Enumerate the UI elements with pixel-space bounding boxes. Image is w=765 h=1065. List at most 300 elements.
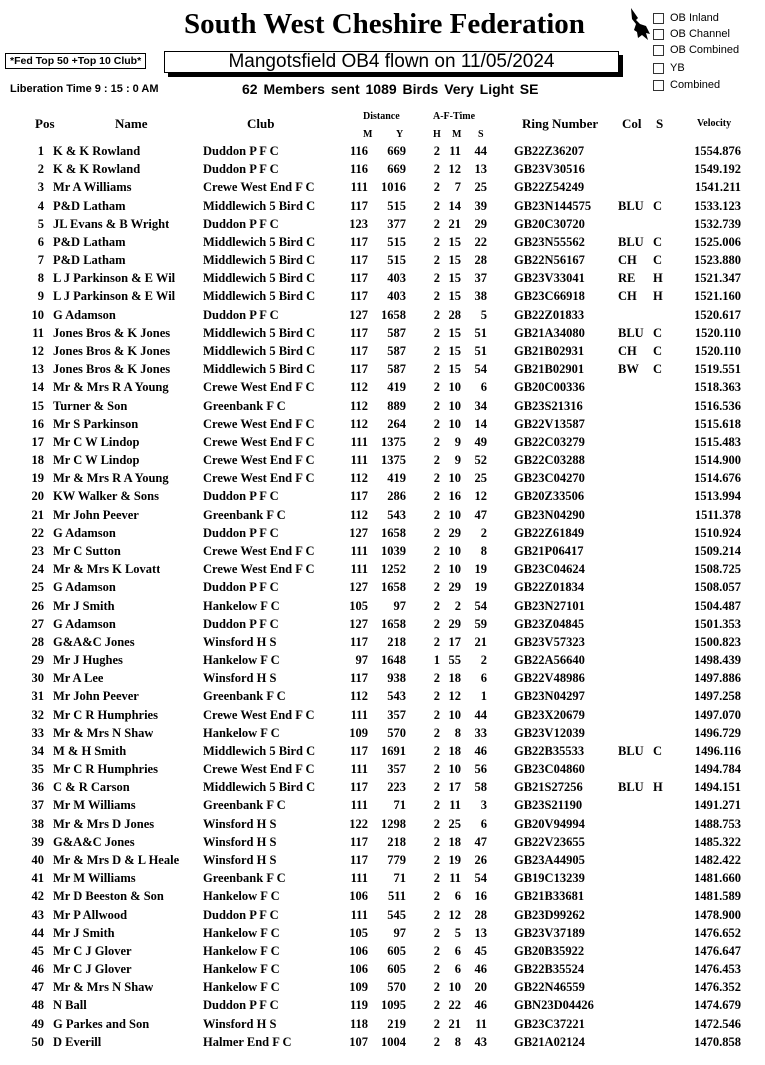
fancier-name: C & R Carson [53, 780, 130, 795]
time-hours: 2 [433, 943, 440, 958]
distance-yards: 1039 [381, 543, 406, 558]
time-hours: 2 [433, 725, 440, 740]
position: 18 [31, 453, 44, 468]
position: 15 [31, 398, 44, 413]
club-name: Hankelow F C [203, 653, 280, 668]
time-minutes: 10 [448, 980, 461, 995]
time-seconds: 44 [474, 144, 487, 158]
velocity: 1474.679 [694, 998, 741, 1013]
fancier-name: Jones Bros & K Jones [53, 325, 171, 340]
distance-yards: 669 [387, 162, 406, 177]
distance-miles: 123 [349, 216, 368, 231]
checkbox-box[interactable] [653, 63, 664, 74]
distance-yards: 97 [393, 598, 406, 613]
position: 26 [31, 598, 44, 613]
time-minutes: 19 [448, 853, 461, 868]
time-minutes: 11 [449, 144, 461, 158]
table-row [0, 635, 765, 653]
distance-yards: 419 [387, 380, 406, 395]
distance-yards: 1095 [381, 998, 406, 1013]
velocity: 1501.353 [694, 616, 741, 631]
time-minutes: 8 [454, 1034, 461, 1049]
ring-number: GB23C37221 [514, 1016, 585, 1031]
ring-number: GB23S21316 [514, 398, 583, 413]
time-minutes: 6 [454, 943, 461, 958]
time-minutes: 21 [448, 216, 461, 231]
col-header-minutes: M [452, 129, 462, 140]
distance-yards: 1252 [381, 562, 406, 577]
table-row [0, 399, 765, 417]
fancier-name: Mr & Mrs N Shaw [53, 980, 154, 995]
distance-yards: 419 [387, 471, 406, 486]
position: 19 [31, 471, 44, 486]
fancier-name: Mr John Peever [53, 507, 139, 522]
table-row [0, 199, 765, 217]
distance-yards: 357 [387, 762, 406, 777]
velocity: 1533.123 [694, 198, 741, 213]
ring-number: GB23A44905 [514, 853, 585, 868]
time-seconds: 26 [474, 853, 487, 868]
distance-miles: 111 [350, 543, 368, 558]
club-name: Middlewich 5 Bird C [203, 743, 316, 758]
position: 33 [31, 725, 44, 740]
ring-number: GB21B33681 [514, 889, 585, 904]
distance-yards: 938 [387, 671, 406, 686]
ring-number: GB22Z61849 [514, 525, 585, 540]
fancier-name: G&A&C Jones [53, 834, 135, 849]
time-hours: 2 [433, 525, 440, 540]
time-minutes: 16 [448, 489, 461, 504]
checkbox-ob-channel[interactable] [653, 26, 730, 42]
time-seconds: 38 [474, 289, 487, 304]
time-seconds: 20 [474, 980, 487, 995]
distance-miles: 127 [349, 525, 368, 540]
time-seconds: 51 [474, 325, 487, 340]
velocity: 1478.900 [694, 907, 741, 922]
club-name: Duddon P F C [203, 307, 279, 322]
time-seconds: 44 [474, 707, 487, 722]
time-hours: 2 [433, 434, 440, 449]
time-minutes: 55 [448, 653, 461, 668]
table-row [0, 744, 765, 762]
distance-miles: 127 [349, 307, 368, 322]
ring-number: GB22Z36207 [514, 144, 585, 158]
club-name: Duddon P F C [203, 162, 279, 177]
table-row [0, 726, 765, 744]
time-minutes: 9 [454, 453, 461, 468]
bird-sex: C [653, 253, 663, 268]
bird-sex: C [653, 743, 663, 758]
time-hours: 2 [433, 471, 440, 486]
position: 49 [31, 1016, 44, 1031]
time-minutes: 14 [448, 198, 461, 213]
time-seconds: 51 [474, 343, 487, 358]
club-name: Winsford H S [203, 634, 277, 649]
time-minutes: 29 [448, 616, 461, 631]
time-hours: 1 [433, 653, 440, 668]
ring-number: GB23N04290 [514, 507, 585, 522]
distance-yards: 1375 [381, 453, 406, 468]
checkbox-box[interactable] [653, 45, 664, 56]
ring-number: GB22Z01833 [514, 307, 585, 322]
fancier-name: Mr & Mrs K Lovatt [53, 562, 161, 577]
table-row [0, 853, 765, 871]
distance-miles: 112 [349, 471, 368, 486]
col-header-aft: A-F-Time [433, 111, 476, 122]
col-header-yards: Y [396, 129, 404, 140]
velocity: 1515.483 [694, 434, 741, 449]
distance-yards: 515 [387, 198, 406, 213]
table-row [0, 835, 765, 853]
time-hours: 2 [433, 962, 440, 977]
velocity: 1519.551 [694, 362, 741, 377]
club-name: Middlewich 5 Bird C [203, 780, 316, 795]
time-minutes: 2 [454, 598, 461, 613]
club-name: Greenbank F C [203, 398, 286, 413]
distance-miles: 117 [349, 343, 368, 358]
checkbox-box[interactable] [653, 80, 664, 91]
fed-top-badge: *Fed Top 50 +Top 10 Club* [5, 53, 146, 69]
position: 28 [31, 634, 44, 649]
position: 12 [31, 343, 44, 358]
distance-yards: 218 [387, 634, 406, 649]
club-name: Hankelow F C [203, 962, 280, 977]
distance-miles: 112 [349, 507, 368, 522]
club-name: Crewe West End F C [203, 543, 315, 558]
time-hours: 2 [433, 453, 440, 468]
ring-number: GB20Z33506 [514, 489, 585, 504]
distance-yards: 403 [387, 289, 406, 304]
distance-miles: 117 [349, 489, 368, 504]
checkbox-ob-inland[interactable] [653, 10, 719, 26]
table-row [0, 671, 765, 689]
time-minutes: 5 [454, 925, 461, 940]
bird-sex: C [653, 343, 663, 358]
position: 37 [31, 798, 44, 813]
distance-miles: 112 [349, 380, 368, 395]
time-hours: 2 [433, 853, 440, 868]
time-minutes: 18 [448, 671, 461, 686]
time-hours: 2 [433, 1016, 440, 1031]
distance-yards: 1648 [381, 653, 406, 668]
distance-miles: 111 [350, 762, 368, 777]
club-name: Winsford H S [203, 816, 277, 831]
time-minutes: 29 [448, 580, 461, 595]
time-hours: 2 [433, 616, 440, 631]
distance-yards: 543 [387, 507, 406, 522]
velocity: 1481.589 [694, 889, 741, 904]
fancier-name: Mr C W Lindop [53, 434, 140, 449]
time-minutes: 10 [448, 416, 461, 431]
club-name: Middlewich 5 Bird C [203, 271, 316, 286]
time-hours: 2 [433, 362, 440, 377]
checkbox-label: OB Channel [670, 28, 730, 40]
fancier-name: Mr D Beeston & Son [53, 889, 164, 904]
ring-number: GB22N46559 [514, 980, 585, 995]
distance-miles: 117 [349, 289, 368, 304]
time-seconds: 25 [474, 180, 487, 195]
time-hours: 2 [433, 798, 440, 813]
time-minutes: 10 [448, 707, 461, 722]
position: 43 [31, 907, 44, 922]
velocity: 1498.439 [694, 653, 741, 668]
bird-colour: CH [618, 253, 637, 268]
time-hours: 2 [433, 580, 440, 595]
time-hours: 2 [433, 307, 440, 322]
col-header-miles: M [363, 129, 373, 140]
time-seconds: 25 [474, 471, 487, 486]
time-minutes: 9 [454, 434, 461, 449]
distance-yards: 605 [387, 943, 406, 958]
table-row [0, 489, 765, 507]
velocity: 1476.647 [694, 943, 741, 958]
fancier-name: Jones Bros & K Jones [53, 362, 171, 377]
club-name: Winsford H S [203, 1016, 277, 1031]
club-name: Duddon P F C [203, 216, 279, 231]
time-hours: 2 [433, 925, 440, 940]
distance-yards: 1658 [381, 616, 406, 631]
time-hours: 2 [433, 743, 440, 758]
fancier-name: G Adamson [53, 616, 116, 631]
club-name: Duddon P F C [203, 998, 279, 1013]
club-name: Crewe West End F C [203, 453, 315, 468]
col-header-club: Club [247, 116, 275, 131]
distance-miles: 111 [350, 798, 368, 813]
distance-miles: 97 [355, 653, 368, 668]
distance-yards: 1004 [381, 1034, 406, 1049]
table-row [0, 180, 765, 198]
position: 45 [31, 943, 44, 958]
club-name: Greenbank F C [203, 507, 286, 522]
time-hours: 2 [433, 380, 440, 395]
velocity: 1488.753 [694, 816, 741, 831]
bird-colour: CH [618, 289, 637, 304]
checkbox-combined[interactable] [653, 77, 720, 93]
table-row [0, 926, 765, 944]
club-name: Duddon P F C [203, 144, 279, 158]
col-header-seconds: S [478, 129, 484, 140]
ring-number: GB23X20679 [514, 707, 585, 722]
distance-yards: 587 [387, 343, 406, 358]
fancier-name: P&D Latham [53, 198, 126, 213]
club-name: Crewe West End F C [203, 416, 315, 431]
position: 6 [37, 234, 44, 249]
time-hours: 2 [433, 889, 440, 904]
time-hours: 2 [433, 834, 440, 849]
col-header-velocity: Velocity [697, 118, 732, 129]
position: 1 [37, 144, 44, 158]
velocity: 1476.453 [694, 962, 741, 977]
position: 46 [31, 962, 44, 977]
fancier-name: Mr M Williams [53, 871, 136, 886]
distance-yards: 515 [387, 253, 406, 268]
position: 21 [31, 507, 44, 522]
time-minutes: 17 [448, 634, 461, 649]
distance-miles: 117 [349, 234, 368, 249]
bird-sex: C [653, 198, 663, 213]
col-header-sex: S [656, 116, 664, 131]
table-row [0, 908, 765, 926]
time-minutes: 10 [448, 762, 461, 777]
fancier-name: Mr & Mrs R A Young [53, 380, 169, 395]
position: 25 [31, 580, 44, 595]
table-row [0, 380, 765, 398]
velocity: 1513.994 [694, 489, 741, 504]
distance-miles: 117 [349, 634, 368, 649]
fancier-name: P&D Latham [53, 253, 126, 268]
ring-number: GB23S21190 [514, 798, 583, 813]
checkbox-box[interactable] [653, 13, 664, 24]
position: 27 [31, 616, 44, 631]
fancier-name: N Ball [53, 998, 87, 1013]
table-row [0, 889, 765, 907]
distance-yards: 403 [387, 271, 406, 286]
time-minutes: 15 [448, 362, 461, 377]
ring-number: GB23N04297 [514, 689, 585, 704]
time-minutes: 12 [448, 907, 461, 922]
time-seconds: 47 [474, 507, 487, 522]
fancier-name: K & K Rowland [53, 144, 141, 158]
table-row [0, 599, 765, 617]
position: 5 [37, 216, 44, 231]
position: 9 [37, 289, 44, 304]
time-seconds: 34 [474, 398, 487, 413]
club-name: Crewe West End F C [203, 562, 315, 577]
distance-yards: 219 [387, 1016, 406, 1031]
position: 30 [31, 671, 44, 686]
time-hours: 2 [433, 562, 440, 577]
time-minutes: 10 [448, 471, 461, 486]
ring-number: GB22B35533 [514, 743, 585, 758]
distance-miles: 117 [349, 780, 368, 795]
velocity: 1508.725 [694, 562, 741, 577]
position: 44 [31, 925, 44, 940]
club-name: Halmer End F C [203, 1034, 292, 1049]
ring-number: GB22N56167 [514, 253, 585, 268]
time-minutes: 18 [448, 834, 461, 849]
time-seconds: 58 [474, 780, 487, 795]
velocity: 1470.858 [694, 1034, 741, 1049]
ring-number: GB22C03279 [514, 434, 585, 449]
distance-miles: 117 [349, 853, 368, 868]
time-minutes: 10 [448, 380, 461, 395]
time-seconds: 46 [474, 962, 487, 977]
fancier-name: P&D Latham [53, 234, 126, 249]
time-seconds: 1 [480, 689, 487, 704]
velocity: 1496.729 [694, 725, 741, 740]
distance-miles: 122 [349, 816, 368, 831]
table-row [0, 289, 765, 307]
velocity: 1508.057 [694, 580, 741, 595]
ring-number: GB20C00336 [514, 380, 585, 395]
table-row [0, 162, 765, 180]
distance-yards: 669 [387, 144, 406, 158]
time-hours: 2 [433, 998, 440, 1013]
ring-number: GB21S27256 [514, 780, 583, 795]
table-row [0, 780, 765, 798]
checkbox-box[interactable] [653, 29, 664, 40]
velocity: 1510.924 [694, 525, 741, 540]
page-title: South West Cheshire Federation [184, 8, 585, 40]
table-row [0, 471, 765, 489]
fancier-name: Mr J Smith [53, 925, 115, 940]
velocity: 1541.211 [694, 180, 741, 195]
time-seconds: 46 [474, 998, 487, 1013]
club-name: Crewe West End F C [203, 762, 315, 777]
distance-miles: 127 [349, 616, 368, 631]
fancier-name: Mr & Mrs R A Young [53, 471, 169, 486]
table-row [0, 998, 765, 1016]
distance-miles: 111 [350, 562, 368, 577]
table-row [0, 980, 765, 998]
fancier-name: Mr C Sutton [53, 543, 121, 558]
club-name: Crewe West End F C [203, 707, 315, 722]
checkbox-label: YB [670, 62, 685, 74]
fancier-name: K & K Rowland [53, 162, 141, 177]
distance-miles: 106 [349, 943, 368, 958]
position: 13 [31, 362, 44, 377]
distance-miles: 112 [349, 398, 368, 413]
table-row [0, 580, 765, 598]
time-seconds: 13 [474, 162, 487, 177]
distance-miles: 117 [349, 834, 368, 849]
distance-miles: 107 [349, 1034, 368, 1049]
bird-colour: BLU [618, 743, 644, 758]
table-row [0, 362, 765, 380]
bird-sex: H [653, 780, 663, 795]
table-row [0, 762, 765, 780]
distance-miles: 111 [350, 453, 368, 468]
time-hours: 2 [433, 871, 440, 886]
velocity: 1497.886 [694, 671, 741, 686]
velocity: 1500.823 [694, 634, 741, 649]
ring-number: GB23N55562 [514, 234, 585, 249]
time-seconds: 59 [474, 616, 487, 631]
table-row [0, 1017, 765, 1035]
velocity: 1496.116 [694, 743, 741, 758]
time-minutes: 15 [448, 289, 461, 304]
distance-yards: 223 [387, 780, 406, 795]
time-seconds: 5 [480, 307, 487, 322]
table-row [0, 871, 765, 889]
position: 11 [32, 325, 44, 340]
ring-number: GB21B02901 [514, 362, 585, 377]
time-hours: 2 [433, 507, 440, 522]
distance-miles: 111 [350, 180, 368, 195]
club-name: Hankelow F C [203, 980, 280, 995]
ring-number: GB22B35524 [514, 962, 585, 977]
table-row [0, 235, 765, 253]
ring-number: GB23V30516 [514, 162, 585, 177]
position: 17 [31, 434, 44, 449]
position: 39 [31, 834, 44, 849]
distance-yards: 1658 [381, 525, 406, 540]
time-minutes: 15 [448, 343, 461, 358]
ring-number: GB19C13239 [514, 871, 585, 886]
position: 16 [31, 416, 44, 431]
time-hours: 2 [433, 634, 440, 649]
checkbox-yb[interactable] [653, 60, 685, 76]
table-row [0, 453, 765, 471]
velocity: 1511.378 [694, 507, 741, 522]
checkbox-ob-combined[interactable] [653, 42, 739, 58]
time-minutes: 12 [448, 162, 461, 177]
time-seconds: 28 [474, 253, 487, 268]
position: 42 [31, 889, 44, 904]
time-minutes: 17 [448, 780, 461, 795]
ring-number: GB23N144575 [514, 198, 592, 213]
ring-number: GB23V57323 [514, 634, 585, 649]
